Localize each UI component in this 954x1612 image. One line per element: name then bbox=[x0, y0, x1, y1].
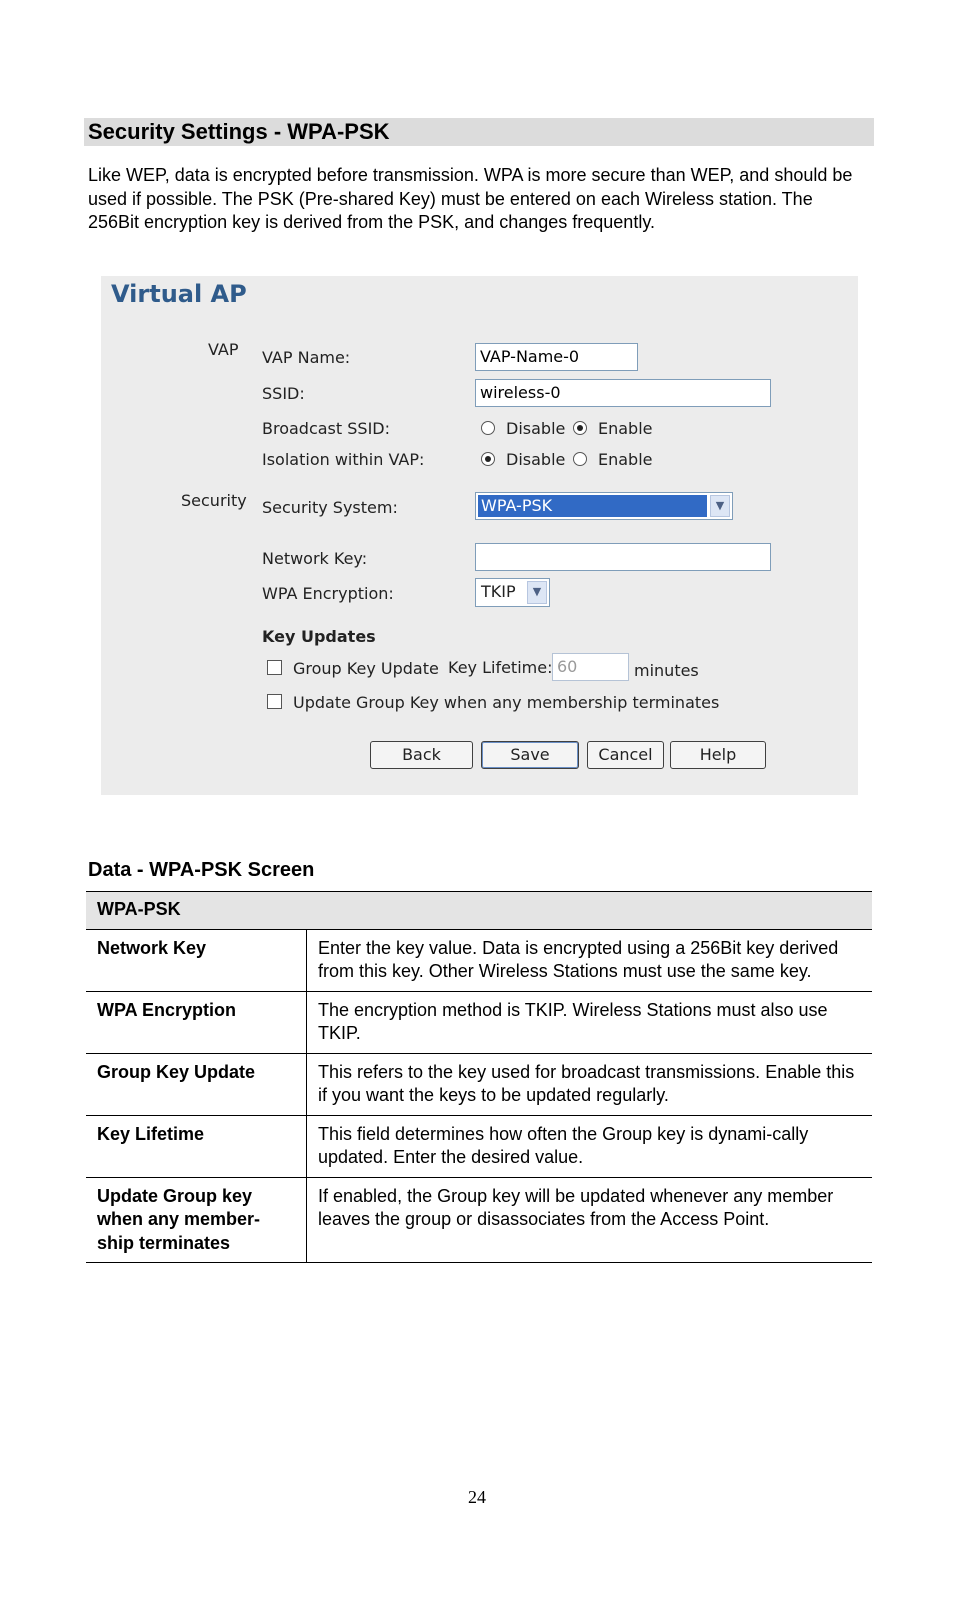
security-system-value: WPA-PSK bbox=[478, 495, 707, 517]
row-term: Network Key bbox=[86, 929, 307, 991]
section-heading: Security Settings - WPA-PSK bbox=[84, 118, 874, 146]
network-key-label: Network Key: bbox=[262, 549, 368, 568]
group-key-update-label: Group Key Update bbox=[293, 659, 439, 678]
update-on-membership-checkbox[interactable] bbox=[267, 694, 282, 709]
wpa-encryption-label: WPA Encryption: bbox=[262, 584, 394, 603]
row-term: Group Key Update bbox=[86, 1053, 307, 1115]
table-row bbox=[86, 1115, 872, 1177]
isolation-enable-label: Enable bbox=[598, 450, 653, 469]
wpa-encryption-select[interactable] bbox=[475, 578, 550, 607]
page-number: 24 bbox=[468, 1487, 486, 1507]
virtual-ap-title: Virtual AP bbox=[111, 280, 247, 308]
broadcast-ssid-disable-label: Disable bbox=[506, 419, 566, 438]
table-row bbox=[86, 929, 872, 991]
virtual-ap-screenshot bbox=[101, 276, 858, 795]
table-title: Data - WPA-PSK Screen bbox=[88, 859, 315, 881]
row-term: WPA Encryption bbox=[86, 991, 307, 1053]
table-row bbox=[86, 991, 872, 1053]
isolation-enable-radio[interactable] bbox=[573, 452, 587, 466]
row-term: Key Lifetime bbox=[86, 1115, 307, 1177]
broadcast-ssid-enable-radio[interactable] bbox=[573, 421, 587, 435]
table-header-row bbox=[86, 892, 872, 930]
broadcast-ssid-enable-label: Enable bbox=[598, 419, 653, 438]
group-key-update-checkbox[interactable] bbox=[267, 660, 282, 675]
vap-name-label: VAP Name: bbox=[262, 348, 351, 367]
table-header: WPA-PSK bbox=[86, 892, 872, 930]
table-row bbox=[86, 1177, 872, 1263]
wpa-psk-data-table bbox=[86, 891, 872, 1263]
chevron-down-icon[interactable]: ▼ bbox=[527, 581, 547, 604]
ssid-label: SSID: bbox=[262, 384, 305, 403]
isolation-disable-radio[interactable] bbox=[481, 452, 495, 466]
security-system-label: Security System: bbox=[262, 498, 398, 517]
row-description: This field determines how often the Group key is dynami-cally updated. Enter the desired value. bbox=[307, 1115, 873, 1177]
row-description: If enabled, the Group key will be updated whenever any member leaves the group or disassociates from the Access Point. bbox=[307, 1177, 873, 1263]
key-lifetime-input[interactable]: 60 bbox=[552, 653, 629, 681]
security-group-label: Security bbox=[181, 491, 247, 510]
wpa-encryption-value: TKIP bbox=[481, 582, 516, 601]
key-updates-heading: Key Updates bbox=[262, 627, 376, 646]
ssid-input[interactable]: wireless-0 bbox=[475, 379, 771, 407]
isolation-label: Isolation within VAP: bbox=[262, 450, 425, 469]
security-system-select[interactable] bbox=[475, 492, 733, 520]
network-key-input[interactable] bbox=[475, 543, 771, 571]
row-description: Enter the key value. Data is encrypted using a 256Bit key derived from this key. Other Wireless Stations must use the same key. bbox=[307, 929, 873, 991]
back-button[interactable]: Back bbox=[370, 741, 473, 769]
broadcast-ssid-label: Broadcast SSID: bbox=[262, 419, 390, 438]
cancel-button[interactable]: Cancel bbox=[587, 741, 664, 769]
minutes-label: minutes bbox=[634, 661, 699, 680]
intro-paragraph: Like WEP, data is encrypted before transmission. WPA is more secure than WEP, and should be used if possible. The PSK (Pre-shared Key) must be entered on each Wireless station. The 256Bit encryption key is derived from the PSK, and changes frequently. bbox=[88, 165, 853, 232]
save-button[interactable]: Save bbox=[481, 741, 579, 769]
vap-group-label: VAP bbox=[208, 340, 239, 359]
help-button[interactable]: Help bbox=[670, 741, 766, 769]
update-on-membership-label: Update Group Key when any membership terminates bbox=[293, 693, 720, 712]
table-row bbox=[86, 1053, 872, 1115]
broadcast-ssid-disable-radio[interactable] bbox=[481, 421, 495, 435]
isolation-disable-label: Disable bbox=[506, 450, 566, 469]
key-lifetime-label: Key Lifetime: bbox=[448, 658, 553, 677]
chevron-down-icon[interactable]: ▼ bbox=[710, 495, 730, 517]
vap-name-input[interactable]: VAP-Name-0 bbox=[475, 343, 638, 371]
row-description: The encryption method is TKIP. Wireless Stations must also use TKIP. bbox=[307, 991, 873, 1053]
row-term: Update Group key when any member-ship terminates bbox=[86, 1177, 307, 1263]
row-description: This refers to the key used for broadcast transmissions. Enable this if you want the keys to be updated regularly. bbox=[307, 1053, 873, 1115]
